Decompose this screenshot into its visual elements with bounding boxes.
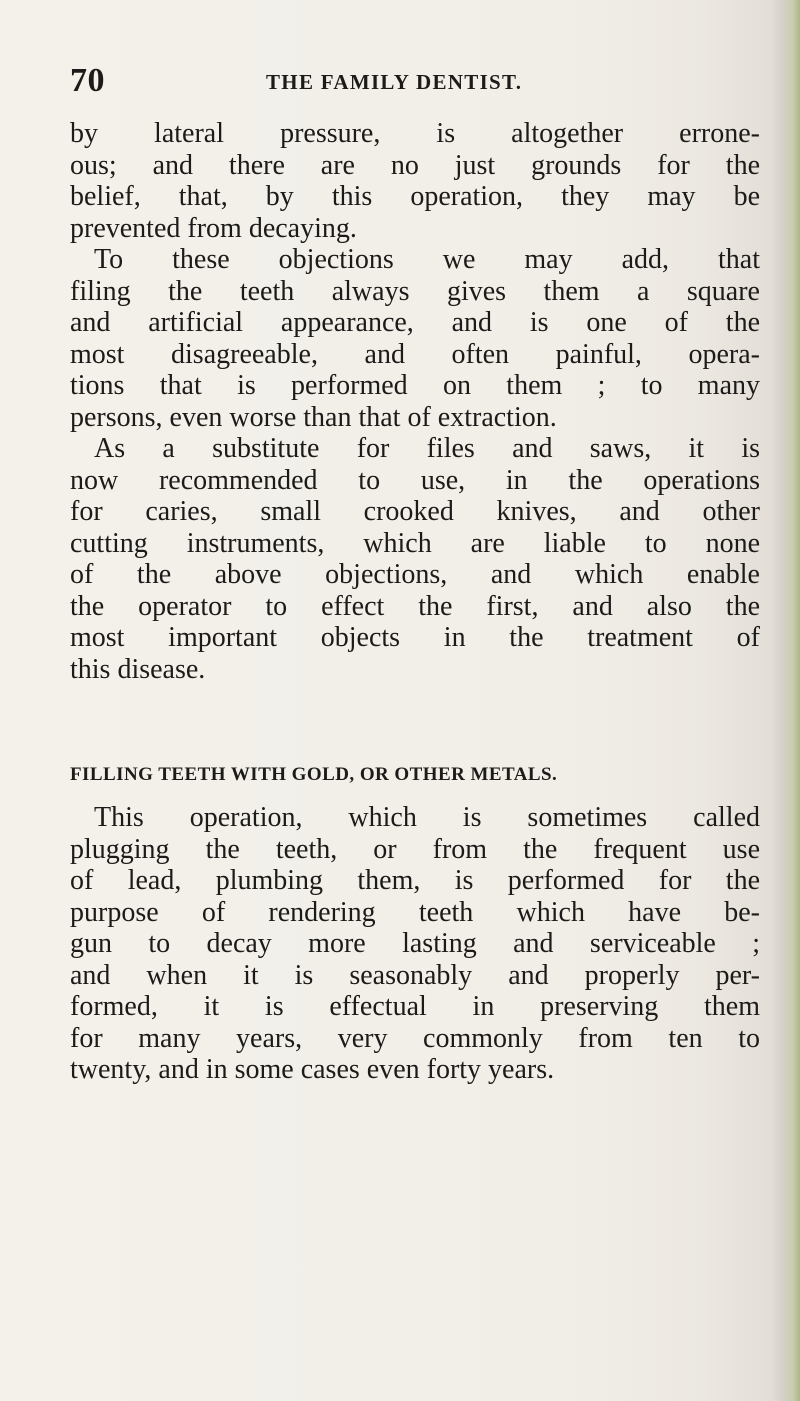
text-line: now recommended to use, in the operations [70, 464, 760, 496]
text-line: filing the teeth always gives them a square [70, 275, 760, 307]
text-line: plugging the teeth, or from the frequent use [70, 833, 760, 865]
section-heading: FILLING TEETH WITH GOLD, OR OTHER METALS. [70, 764, 558, 785]
page-number: 70 [70, 62, 105, 99]
text-line: tions that is performed on them ; to many [70, 370, 760, 401]
text-line: for caries, small crooked knives, and other [70, 496, 760, 527]
text-line: prevented from decaying. [70, 212, 357, 244]
text-line: persons, even worse than that of extraction. [70, 401, 557, 433]
text-line: by lateral pressure, is altogether errone- [70, 118, 760, 149]
text-line: and artificial appearance, and is one of the [70, 307, 760, 338]
text-line: ous; and there are no just grounds for the [70, 149, 760, 181]
page-edge-shadow [772, 0, 800, 1401]
text-line: purpose of rendering teeth which have be- [70, 896, 760, 928]
paragraph-block-2 [70, 802, 760, 1086]
running-title: THE FAMILY DENTIST. [266, 70, 523, 94]
text-line: formed, it is effectual in preserving them [70, 991, 760, 1022]
text-line: This operation, which is sometimes called [94, 802, 760, 833]
text-line: and when it is seasonably and properly per- [70, 959, 760, 991]
text-line: most important objects in the treatment of [70, 622, 760, 653]
text-line: this disease. [70, 653, 206, 685]
text-line: belief, that, by this operation, they may be [70, 181, 760, 212]
text-line: cutting instruments, which are liable to none [70, 527, 760, 559]
running-header [70, 62, 760, 99]
text-line: of the above objections, and which enable [70, 559, 760, 590]
text-line: most disagreeable, and often painful, opera- [70, 338, 760, 370]
text-line: As a substitute for files and saws, it is [94, 433, 760, 464]
text-line: twenty, and in some cases even forty years. [70, 1054, 555, 1085]
text-line: for many years, very commonly from ten to [70, 1022, 760, 1054]
text-line: gun to decay more lasting and serviceable ; [70, 928, 760, 959]
paragraph-block-1 [70, 118, 760, 685]
text-line: To these objections we may add, that [94, 244, 760, 275]
text-line: of lead, plumbing them, is performed for the [70, 865, 760, 896]
text-line: the operator to effect the first, and also the [70, 590, 760, 622]
